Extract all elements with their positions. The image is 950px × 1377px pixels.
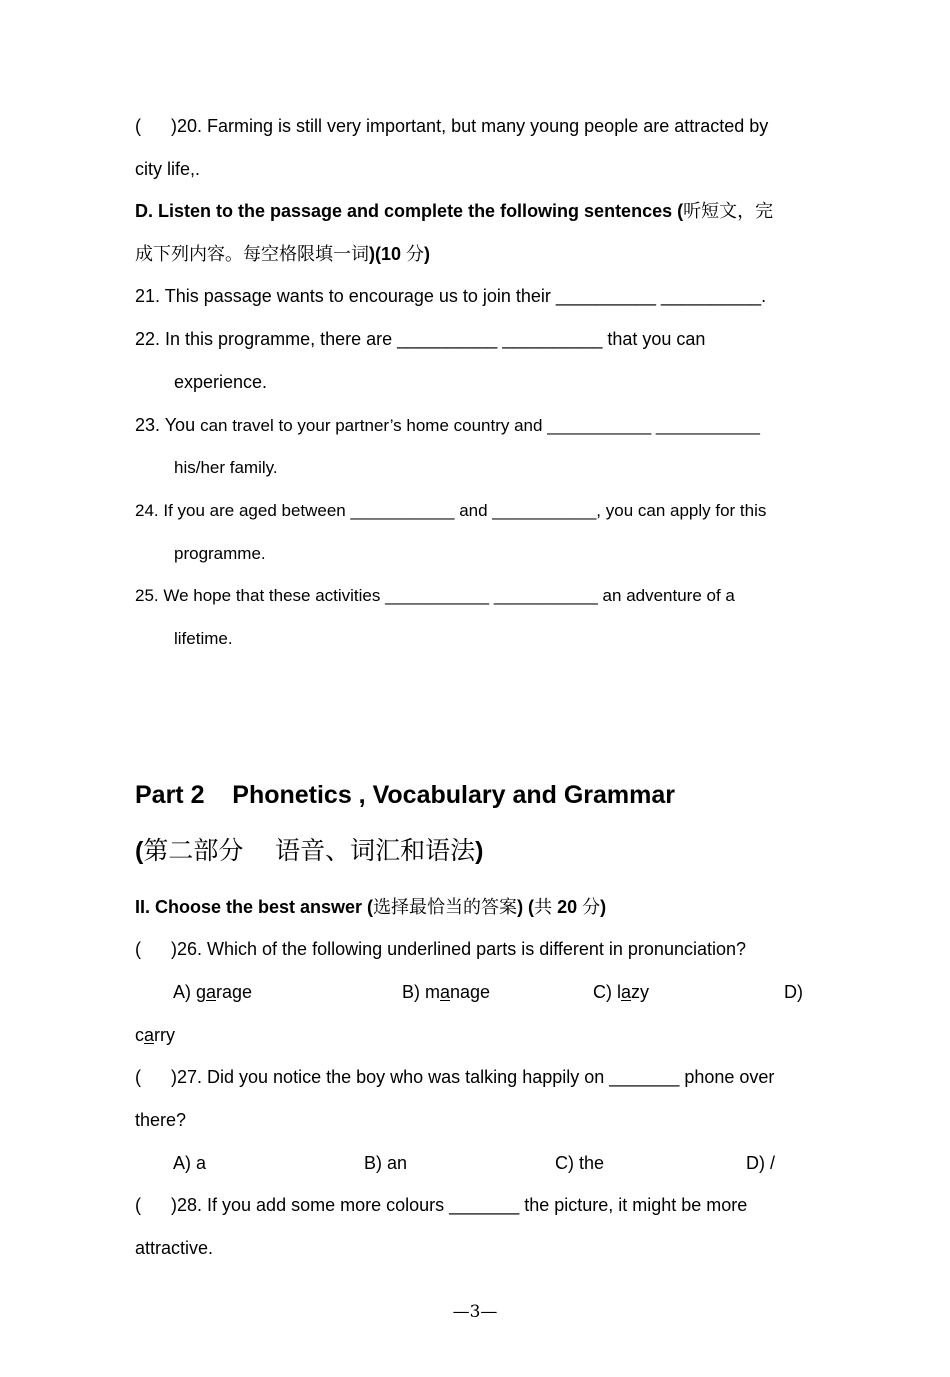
q26-a-underline: a	[206, 982, 217, 1002]
q24-line1: 24. If you are aged between ___________ and ___________, you can apply for this	[135, 501, 767, 520]
section-d-score-cn: 分	[406, 244, 425, 265]
part2-subtitle	[135, 836, 483, 866]
q27-option-b: B) an	[364, 1153, 408, 1173]
q26-stem: ( )26. Which of the following underlined parts is different in pronunciation?	[135, 939, 747, 959]
q20-line2: city life,.	[135, 159, 201, 179]
q27-line2: there?	[135, 1110, 187, 1130]
section-d-heading-cn2: 成下列内容。每空格限填一词	[135, 244, 369, 265]
q26-option-a	[173, 981, 252, 1003]
q26-option-d-word	[135, 1024, 175, 1046]
section-ii-heading-cn: 选择最恰当的答案	[373, 897, 518, 918]
q27-option-a: A) a	[173, 1153, 207, 1173]
q27-option-d: D) /	[746, 1153, 775, 1173]
part2-subtitle-cn: 第二部分 语音、词汇和语法	[143, 836, 476, 865]
q23-line1	[135, 414, 760, 437]
q26-option-c	[593, 981, 649, 1003]
q28-line2: attractive.	[135, 1238, 214, 1258]
q26-c-underline: a	[621, 982, 632, 1002]
q27-option-c: C) the	[555, 1153, 605, 1173]
q27-line1: ( )27. Did you notice the boy who was talking happily on _______ phone over	[135, 1067, 775, 1087]
section-ii-score: 20	[552, 897, 583, 917]
q26-option-b	[402, 981, 490, 1003]
q26-a-pre: A) g	[173, 982, 207, 1002]
q23-text: can travel to your partner’s home country and ___________ ___________	[200, 416, 760, 435]
section-d-heading-line2	[135, 243, 430, 266]
q26-option-d: D)	[784, 982, 803, 1002]
q26-b-pre: B) m	[402, 982, 440, 1002]
q20-line1: ( )20. Farming is still very important, but many young people are attracted by	[135, 116, 769, 136]
q28-line1: ( )28. If you add some more colours _______ the picture, it might be more	[135, 1195, 748, 1215]
part2-title: Part 2 Phonetics , Vocabulary and Grammar	[135, 781, 676, 809]
q26-c-post: zy	[631, 982, 650, 1002]
q26-b-underline: a	[440, 982, 451, 1002]
q22-line1: 22. In this programme, there are __________ __________ that you can	[135, 329, 706, 349]
section-ii-heading-cn3: 分	[582, 897, 601, 918]
section-ii-heading	[135, 896, 606, 919]
q25-line2: lifetime.	[174, 629, 233, 648]
section-d-score: )(10	[369, 244, 407, 264]
section-ii-heading-mid: ) (	[517, 897, 535, 917]
section-ii-heading-cn2: 共	[534, 897, 553, 918]
q26-d-underline: a	[144, 1025, 155, 1045]
q26-d-post: rry	[154, 1025, 176, 1045]
q26-a-post: rage	[216, 982, 253, 1002]
section-d-heading-cn1: 听短文，完	[683, 201, 774, 222]
section-d-heading-en: D. Listen to the passage and complete the following sentences (	[135, 201, 684, 221]
q26-c-pre: C) l	[593, 982, 621, 1002]
q23-number: 23. You	[135, 415, 201, 435]
part2-subtitle-open: (	[135, 837, 144, 865]
q21: 21. This passage wants to encourage us to join their __________ __________.	[135, 286, 767, 306]
q22-line2: experience.	[174, 372, 268, 392]
part2-subtitle-close: )	[475, 837, 484, 865]
page-number: —3—	[452, 1302, 498, 1322]
q25-line1: 25. We hope that these activities ___________ ___________ an adventure of a	[135, 586, 735, 605]
section-d-score-close: )	[424, 244, 431, 264]
section-ii-heading-close: )	[600, 897, 607, 917]
q24-line2: programme.	[174, 544, 266, 563]
section-d-heading	[135, 200, 773, 223]
section-ii-heading-en: II. Choose the best answer (	[135, 897, 374, 917]
q23-line2: his/her family.	[174, 458, 278, 477]
q26-b-post: nage	[450, 982, 491, 1002]
q26-d-pre: c	[135, 1025, 144, 1045]
